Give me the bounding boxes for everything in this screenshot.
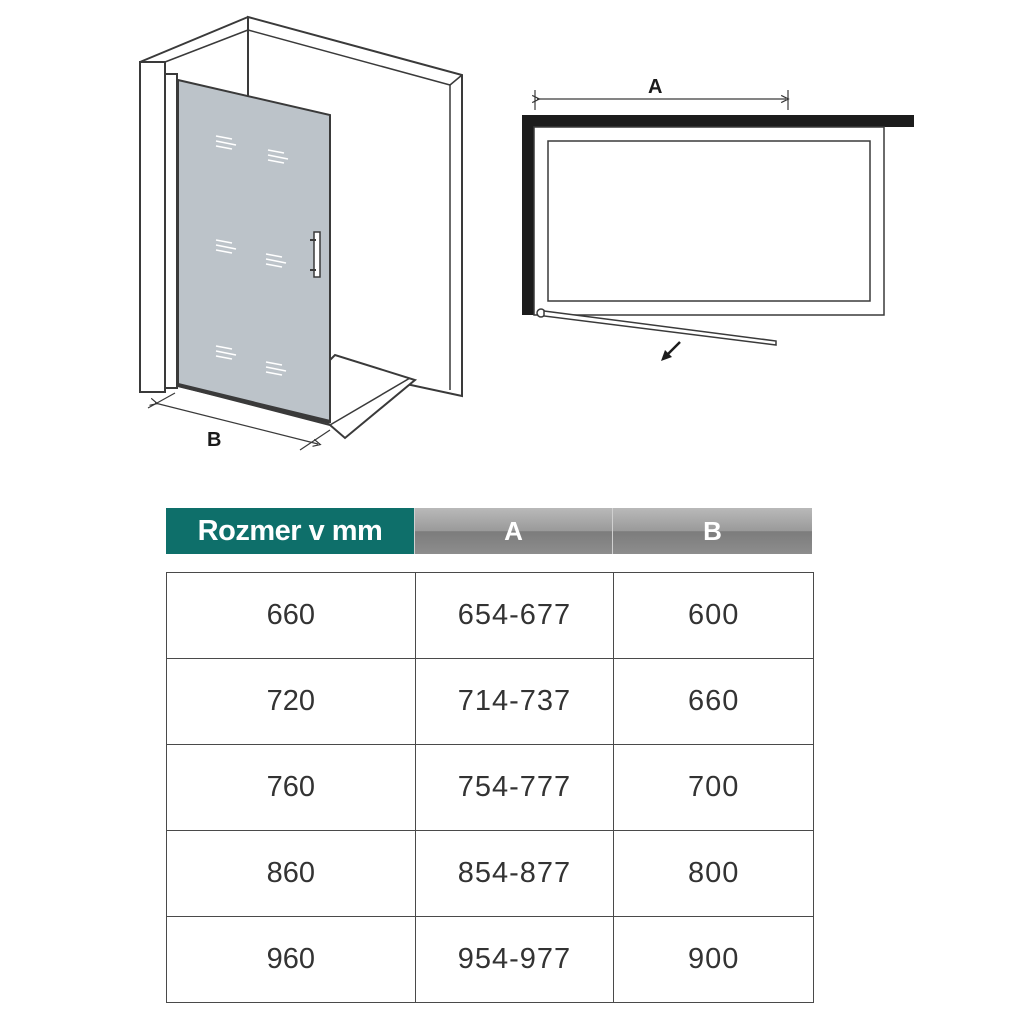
header-b: B — [613, 508, 812, 554]
cell-size: 660 — [167, 573, 416, 658]
shower-screen-diagram — [0, 0, 1024, 480]
header-size: Rozmer v mm — [166, 508, 414, 554]
top-wall — [522, 115, 914, 127]
cell-b: 600 — [687, 599, 740, 631]
header-a: A — [414, 508, 613, 554]
plan-view — [522, 76, 914, 361]
table-row — [167, 830, 813, 916]
cell-a: 714-737 — [416, 659, 615, 744]
cell-b: 700 — [687, 771, 740, 803]
cell-size: 860 — [167, 831, 416, 916]
table-row — [167, 916, 813, 1002]
cell-a: 654-677 — [416, 573, 615, 658]
cell-b: 800 — [687, 857, 740, 889]
cell-size: 720 — [167, 659, 416, 744]
perspective-view — [140, 17, 462, 451]
table-row — [167, 744, 813, 830]
cell-size: 760 — [167, 745, 416, 830]
glass-panel — [178, 80, 330, 422]
cell-a: 754-777 — [416, 745, 615, 830]
table-header — [166, 508, 814, 554]
left-wall — [522, 115, 534, 315]
wall-profile — [165, 74, 177, 388]
cell-size: 960 — [167, 917, 416, 1002]
dimension-b-label: B — [207, 429, 222, 451]
side-wall — [140, 62, 165, 392]
cell-b: 900 — [687, 943, 740, 975]
cell-a: 954-977 — [416, 917, 615, 1002]
cell-b: 660 — [687, 685, 740, 717]
dimension-a-label: A — [648, 76, 663, 98]
table-row — [167, 658, 813, 744]
swing-direction-arrow-icon — [661, 342, 680, 361]
table-row — [167, 573, 813, 658]
cell-a: 854-877 — [416, 831, 615, 916]
tray-inner — [548, 141, 870, 301]
size-table — [166, 508, 814, 1003]
table-body — [166, 572, 814, 1003]
